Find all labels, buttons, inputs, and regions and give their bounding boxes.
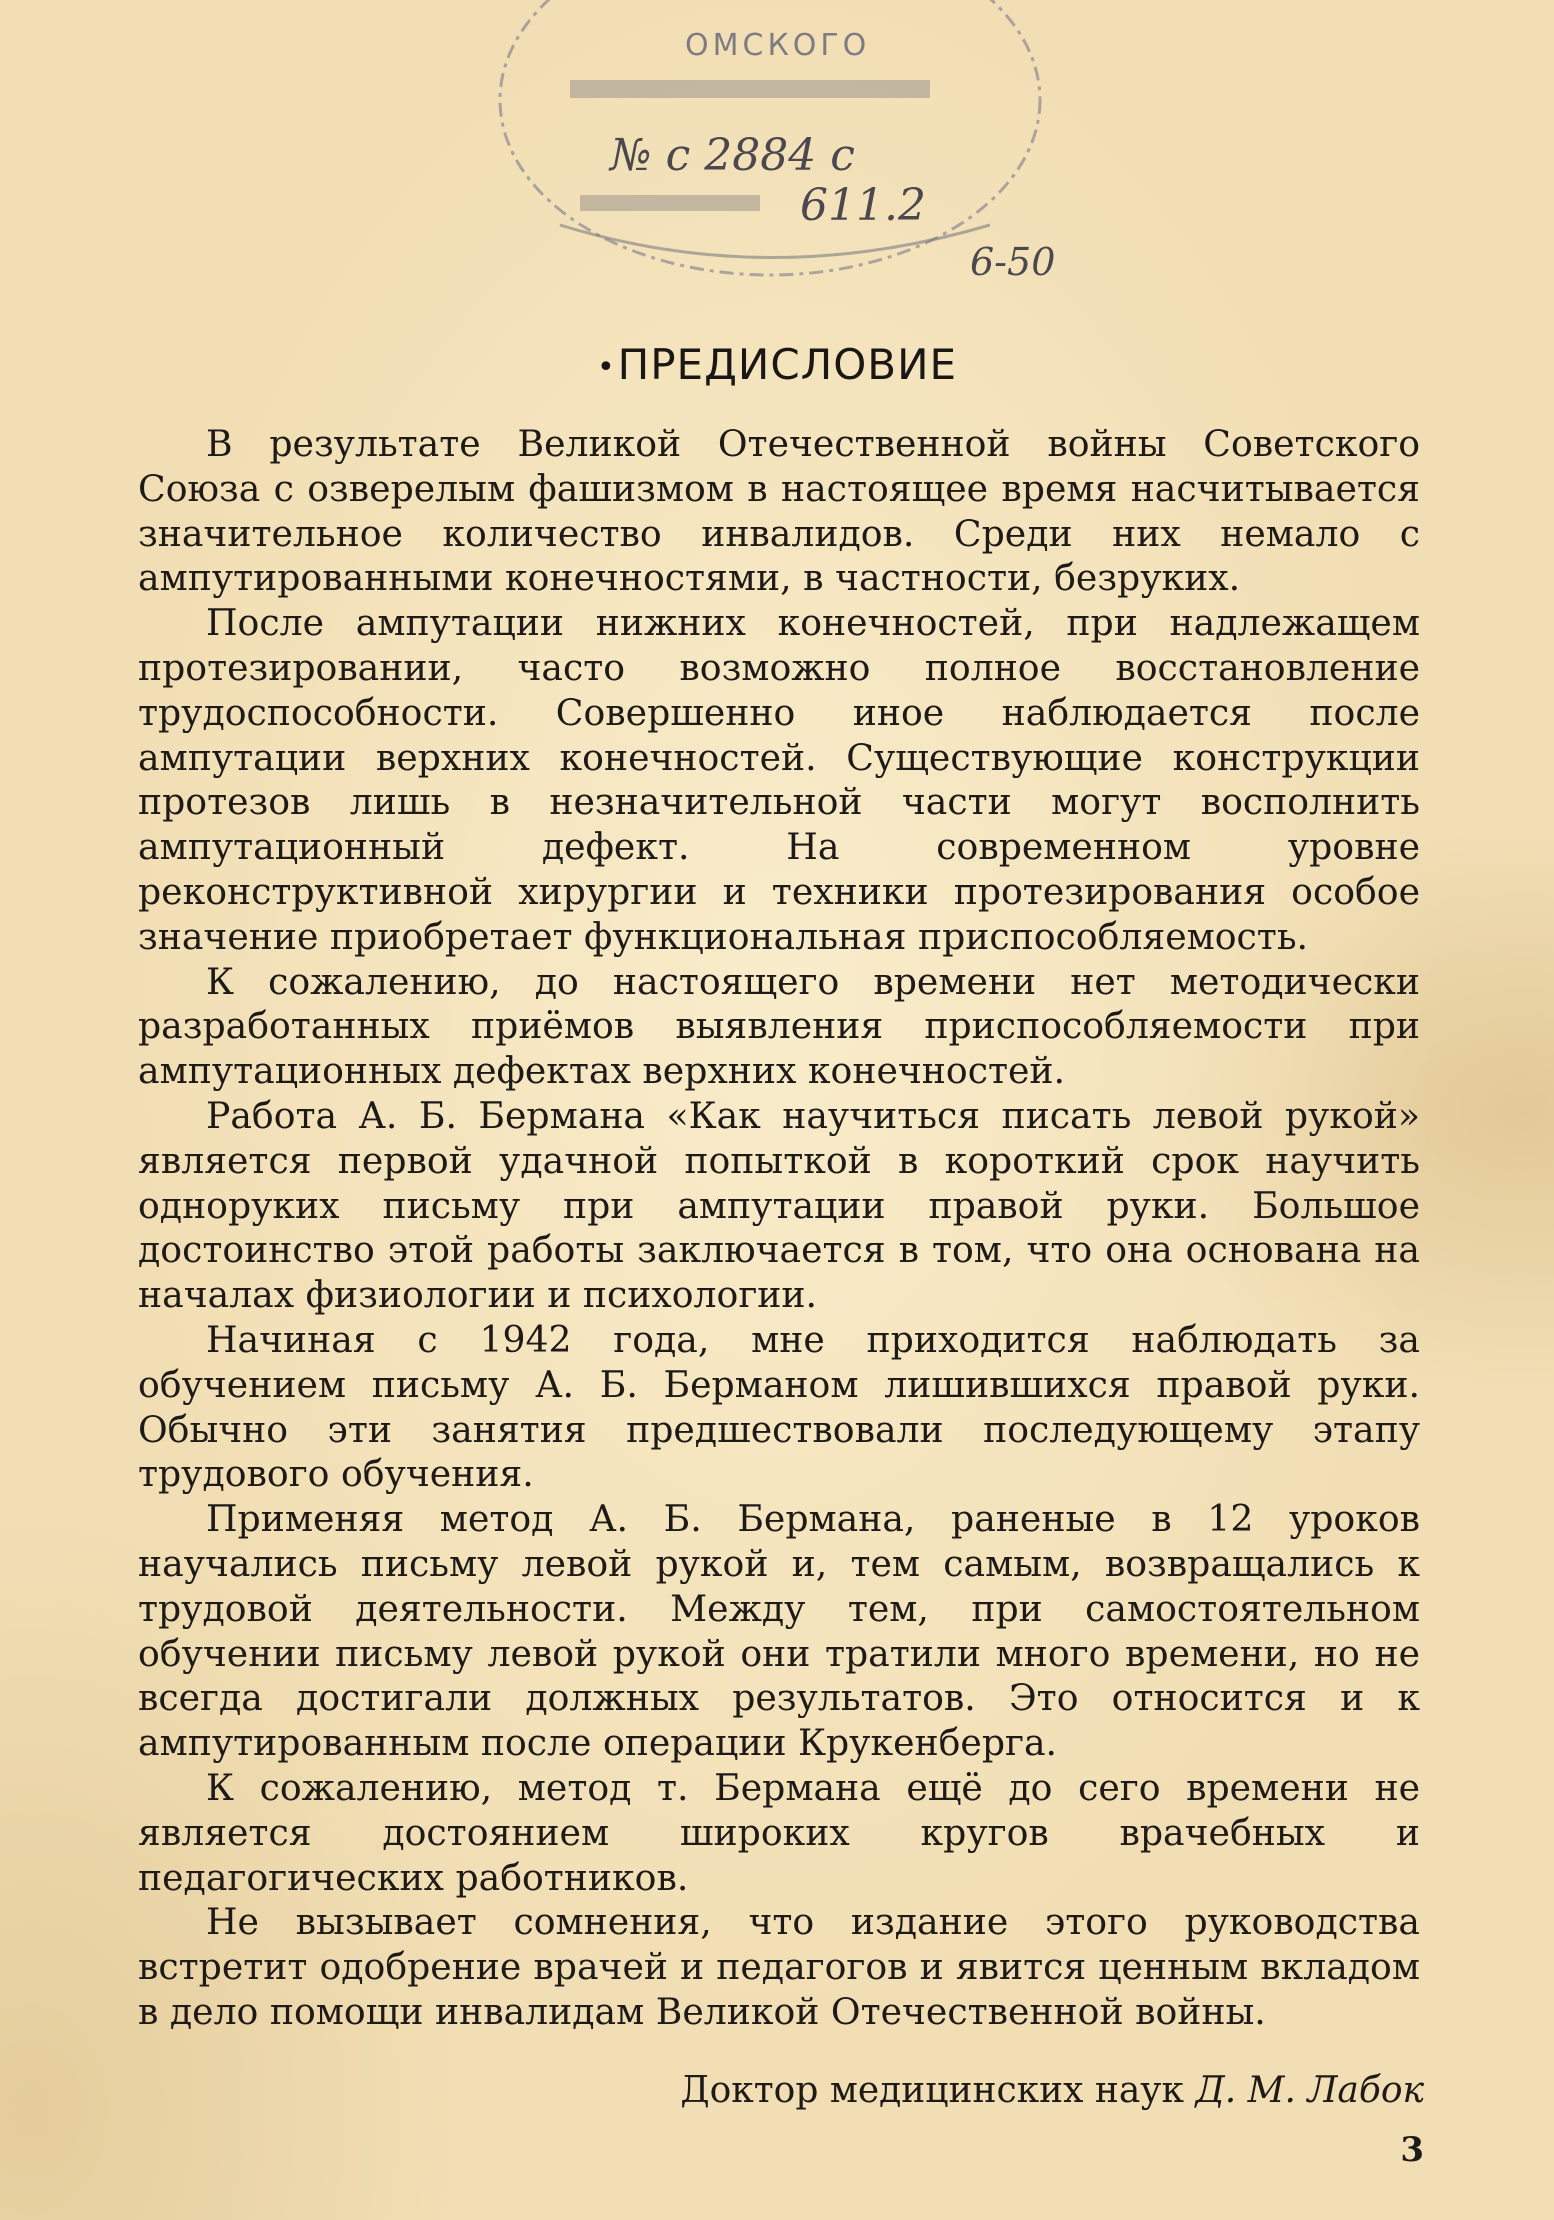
signature-title: Доктор медицинских наук — [680, 2070, 1184, 2111]
paragraph-3: К сожалению, до настоящего времени нет методически разработанных приёмов выявления приспособляемости при ампутационных дефектах верхних конечностей. — [138, 959, 1420, 1093]
heading-text: ПРЕДИСЛОВИЕ — [617, 340, 958, 389]
signature-name: Д. М. Лабок — [1195, 2070, 1424, 2111]
paragraph-5: Начиная с 1942 года, мне приходится наблюдать за обучением письму А. Б. Берманом лишившихся правой руки. Обычно эти занятия предшествовали последующему этапу трудового обучения. — [138, 1317, 1420, 1496]
paragraph-8: Не вызывает сомнения, что издание этого руководства встретит одобрение врачей и педагогов и явится ценным вкладом в дело помощи инвалидам Великой Отечественной войны. — [138, 1900, 1420, 2033]
paragraph-6: Применяя метод А. Б. Бермана, раненые в 12 уроков научались письму левой рукой и, тем самым, возвращались к трудовой деятельности. Между тем, при самостоятельном обучении письму левой рукой они тратили много времени, но не всегда достигали должных результатов. Это относится и к ампутированным после операции Крукенберга. — [138, 1497, 1420, 1765]
paragraph-7: К сожалению, метод т. Бермана ещё до сего времени не является достоянием широких кругов врачебных и педагогических работников. — [138, 1765, 1420, 1899]
preface-body — [138, 422, 1420, 2035]
page-number: 3 — [1400, 2130, 1424, 2170]
stamp-number: № с 2884 с — [610, 130, 855, 181]
paragraph-1: В результате Великой Отечественной войны Советского Союза с озверелым фашизмом в настоящее время насчитывается значительное количество инвалидов. Среди них немало с ампутированными конечностями, в частности, безруких. — [138, 422, 1420, 600]
stamp-top-text: ОМСКОГО — [685, 28, 871, 63]
signature — [680, 2070, 1424, 2111]
paragraph-2: После ампутации нижних конечностей, при надлежащем протезировании, часто возможно полное восстановление трудоспособности. Совершенно иное наблюдается после ампутации верхних конечностей. Существующие конструкции протезов лишь в незначительной части могут восполнить ампутационный дефект. На современном уровне реконструктивной хирургии и техники протезирования особое значение приобретает функциональная приспособляемость. — [138, 601, 1420, 958]
paragraph-4: Работа А. Б. Бермана «Как научиться писать левой рукой» является первой удачной попыткой в короткий срок научить одноруких письму при ампутации правой руки. Большое достоинство этой работы заключается в том, что она основана на началах физиологии и психологии. — [138, 1093, 1420, 1317]
page-heading — [0, 340, 1554, 389]
library-stamp — [470, 0, 1090, 310]
stamp-extra: 6-50 — [970, 240, 1056, 284]
heading-dot: • — [596, 350, 616, 385]
stamp-code: 611.2 — [800, 180, 926, 231]
